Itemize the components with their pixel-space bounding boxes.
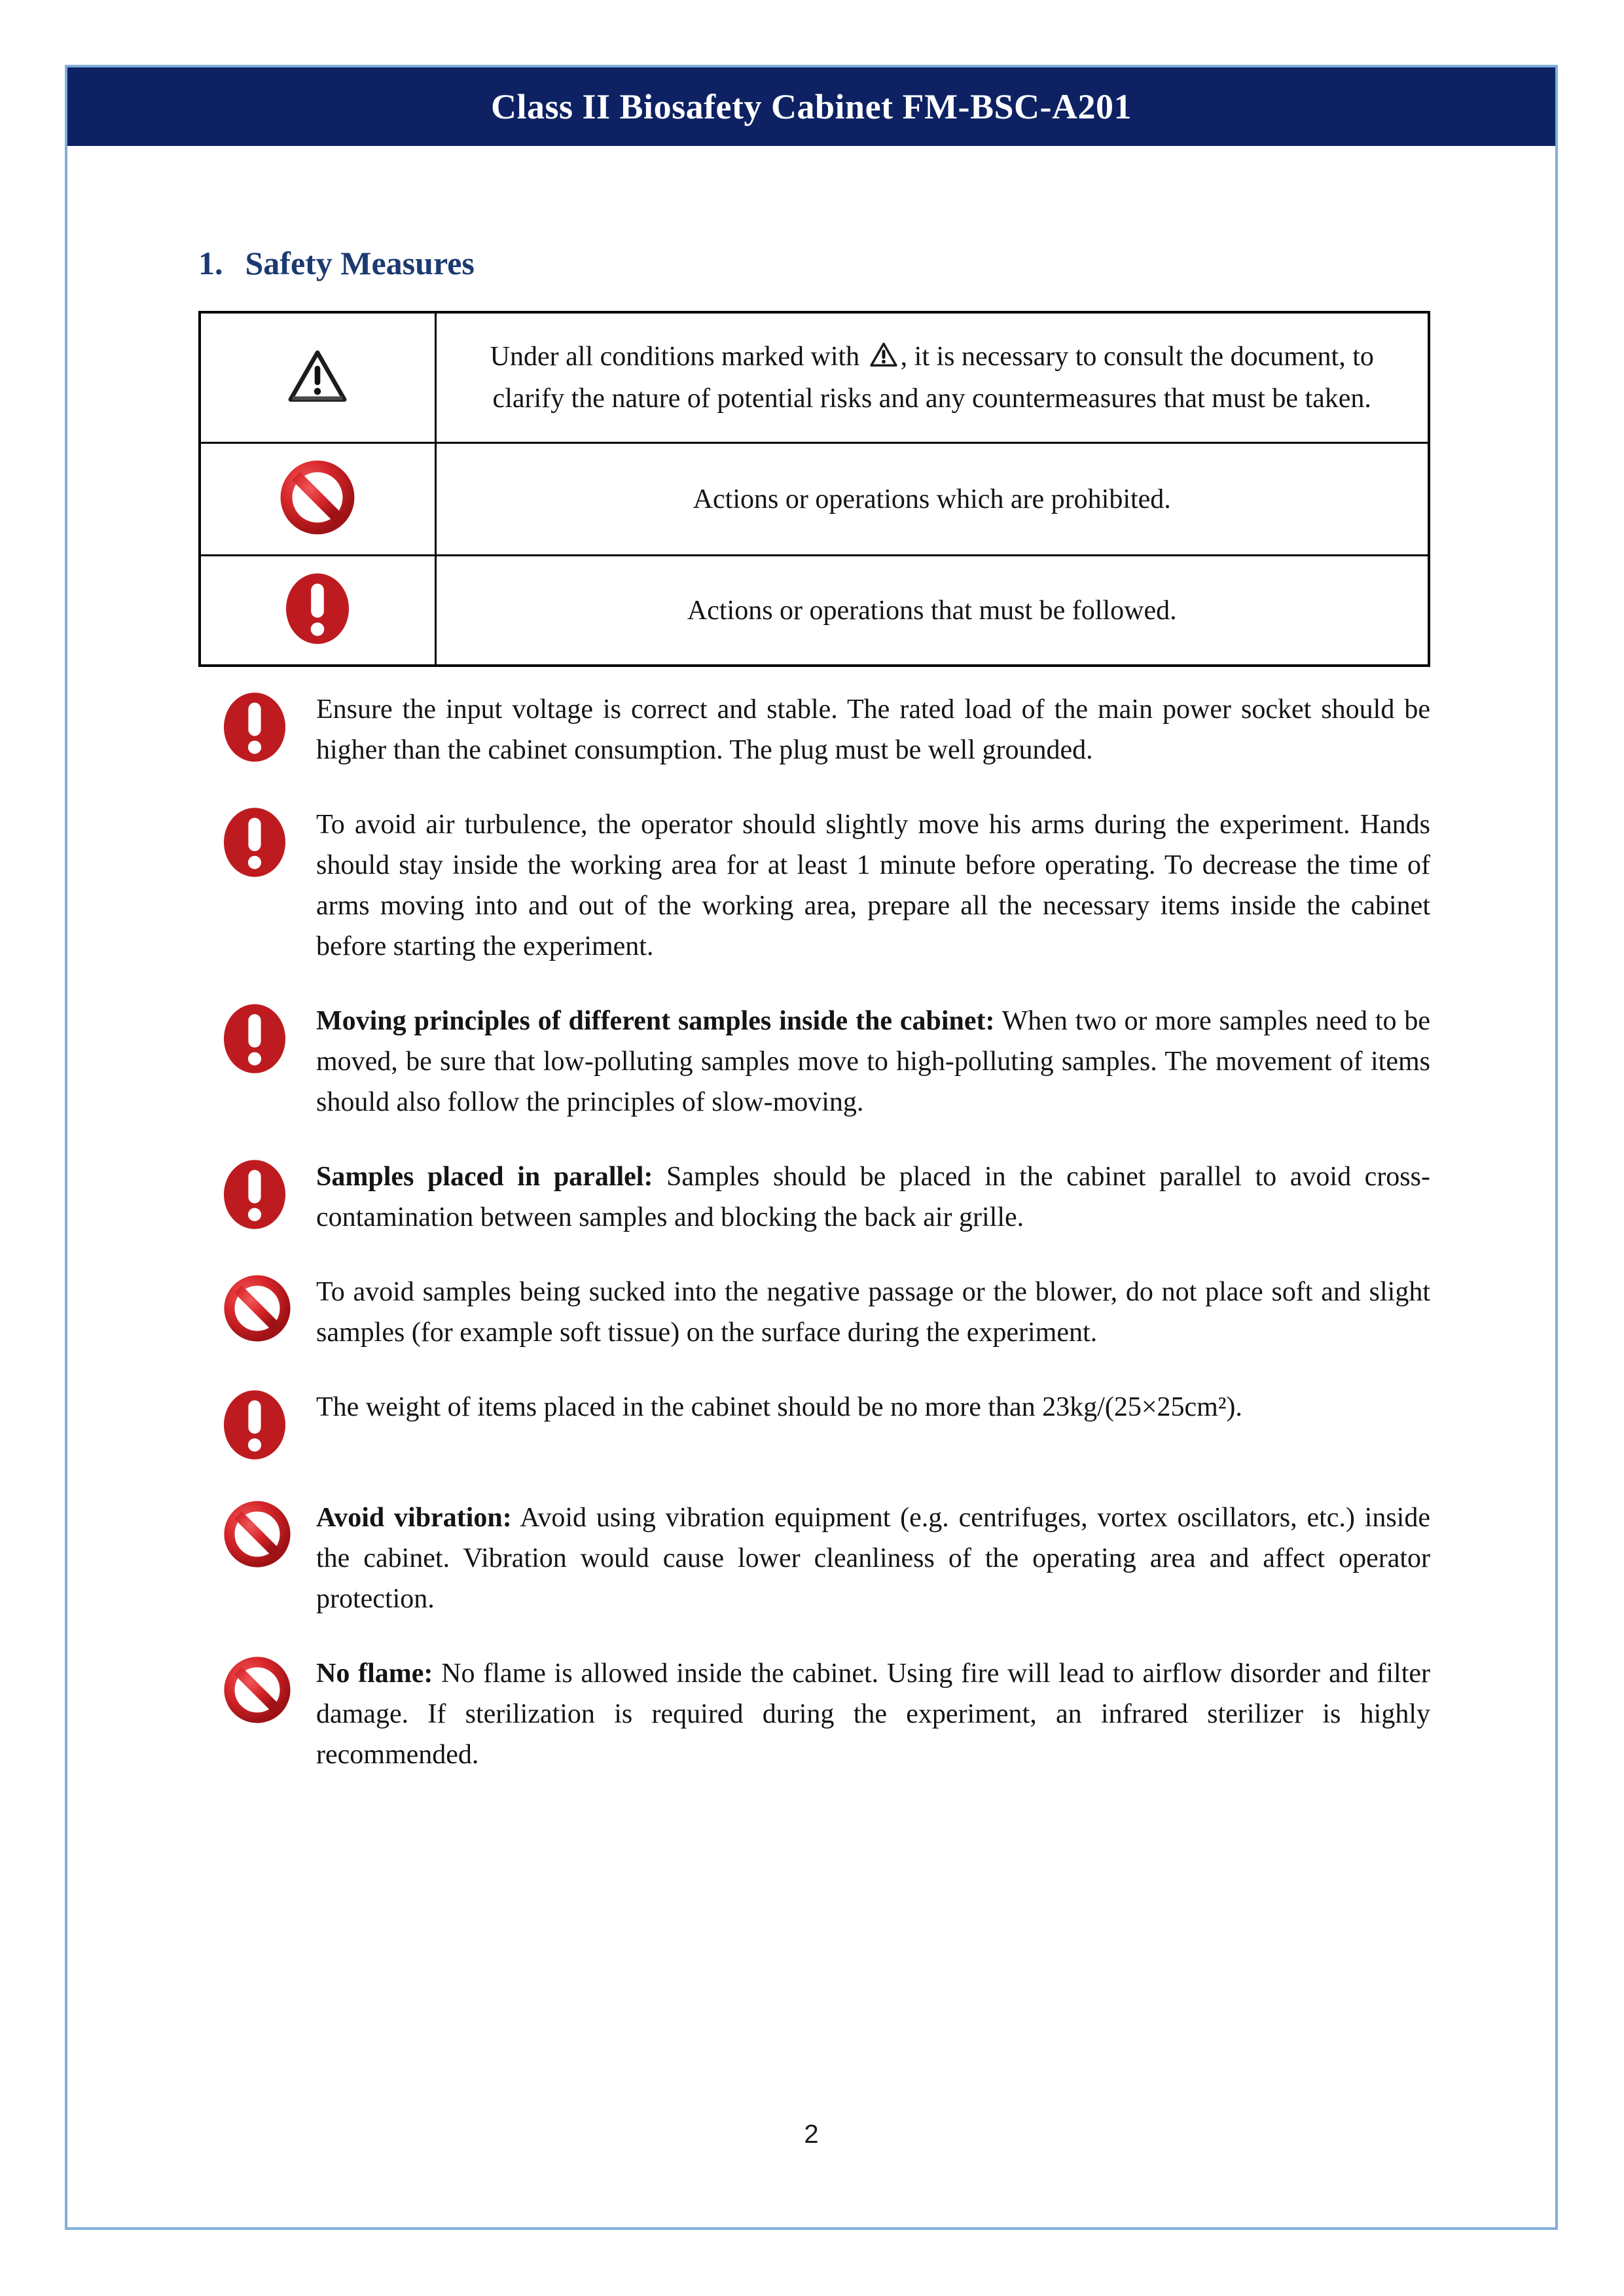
legend-text: , it is necessary to consult the document, to clarify the nature of potential risks and any countermeasures that must be taken. [492, 342, 1374, 414]
mandatory-icon [223, 1159, 286, 1230]
legend-text: Under all conditions marked with [490, 342, 867, 372]
section-heading-number: 1. [198, 245, 223, 281]
mandatory-icon [285, 572, 350, 645]
list-item [198, 804, 1430, 967]
mandatory-icon [223, 692, 286, 762]
page-number: 2 [804, 2120, 819, 2149]
legend-icon-cell [200, 312, 435, 443]
list-item [198, 689, 1430, 770]
legend-icon-cell [200, 443, 435, 556]
section-heading-title: Safety Measures [245, 245, 475, 281]
table-row [200, 312, 1429, 443]
mandatory-icon [223, 807, 286, 878]
mandatory-icon [223, 1003, 286, 1074]
page-frame [65, 65, 1558, 2230]
legend-icon-cell [200, 556, 435, 666]
page-title: Class II Biosafety Cabinet FM-BSC-A201 [490, 87, 1132, 126]
section-heading [198, 244, 1430, 282]
list-item [198, 1498, 1430, 1619]
item-text: Ensure the input voltage is correct and stable. The rated load of the main power socket should be higher than the cabinet consumption. The plug must be well grounded. [316, 694, 1430, 765]
legend-text: Actions or operations that must be followed. [687, 595, 1177, 626]
mandatory-icon [223, 1390, 286, 1460]
prohibited-icon [223, 1500, 291, 1568]
list-item [198, 1653, 1430, 1775]
item-text: No flame: No flame is allowed inside the cabinet. Using fire will lead to airflow disorder and filter damage. If sterilization is required during the experiment, an infrared sterilizer is highly recommended. [316, 1659, 1430, 1770]
item-text: To avoid samples being sucked into the negative passage or the blower, do not place soft and slight samples (for example soft tissue) on the surface during the experiment. [316, 1277, 1430, 1348]
warning-triangle-icon [286, 348, 349, 404]
prohibited-icon [223, 1656, 291, 1724]
prohibited-icon [280, 459, 355, 535]
legend-text-cell [435, 443, 1429, 556]
legend-text-cell [435, 312, 1429, 443]
item-text: The weight of items placed in the cabinet should be no more than 23kg/(25×25cm²). [316, 1392, 1242, 1422]
legend-text-cell [435, 556, 1429, 666]
legend-table [198, 311, 1430, 667]
list-item [198, 1157, 1430, 1238]
safety-items-list [198, 689, 1430, 1775]
header-bar [67, 67, 1555, 146]
list-item [198, 1272, 1430, 1353]
item-text: To avoid air turbulence, the operator should slightly move his arms during the experiment. Hands should stay inside the working area for at least 1 minute before operating. To decrease the time of arms moving into and out of the working area, prepare all the necessary items inside the cabinet before starting the experiment. [316, 810, 1430, 961]
list-item [198, 1387, 1430, 1463]
page-content [198, 244, 1430, 1775]
item-text: Moving principles of different samples inside the cabinet: When two or more samples need to be moved, be sure that low-polluting samples move to high-polluting samples. The movement of items should also follow the principles of slow-moving. [316, 1006, 1430, 1117]
item-text: Avoid vibration: Avoid using vibration equipment (e.g. centrifuges, vortex oscillators, etc.) inside the cabinet. Vibration would cause lower cleanliness of the operating area and affect operator protection. [316, 1503, 1430, 1614]
table-row [200, 443, 1429, 556]
table-row [200, 556, 1429, 666]
prohibited-icon [223, 1274, 291, 1342]
warning-triangle-inline-icon [869, 342, 898, 368]
list-item [198, 1001, 1430, 1122]
item-text: Samples placed in parallel: Samples should be placed in the cabinet parallel to avoid cross-contamination between samples and blocking the back air grille. [316, 1162, 1430, 1232]
legend-text: Actions or operations which are prohibited. [693, 484, 1171, 514]
